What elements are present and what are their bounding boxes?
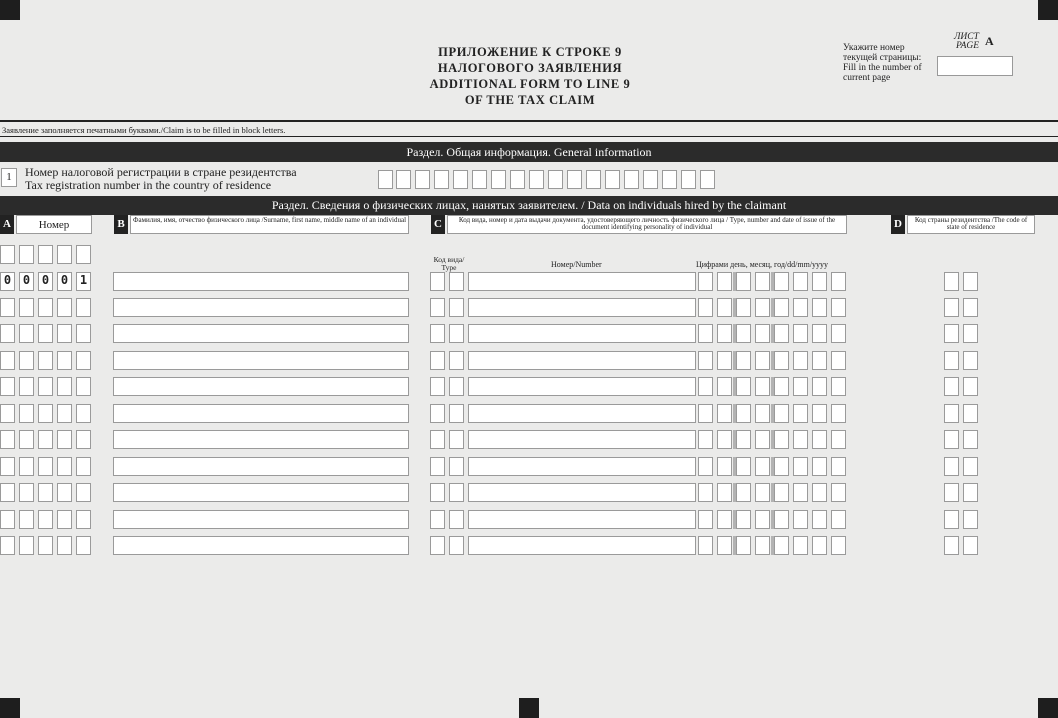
date-separator <box>733 483 736 502</box>
doc-number-input[interactable] <box>468 351 696 370</box>
doc-date-cell[interactable] <box>812 536 827 555</box>
doc-number-input[interactable] <box>468 298 696 317</box>
row-number-cell[interactable] <box>57 351 72 370</box>
doc-date-cell[interactable] <box>774 457 789 476</box>
doc-date-cell[interactable] <box>736 483 751 502</box>
residence-code-cell[interactable] <box>963 483 978 502</box>
doc-date-cell[interactable] <box>812 377 827 396</box>
doc-date-cell[interactable] <box>793 457 808 476</box>
row-number-cell[interactable] <box>76 377 91 396</box>
doc-date-cell[interactable] <box>831 430 846 449</box>
doc-type-cell[interactable] <box>430 351 445 370</box>
tax-registration-label-en: Tax registration number in the country of residence <box>25 178 272 192</box>
column-a-marker: A <box>0 215 14 234</box>
doc-date-cell[interactable] <box>698 298 713 317</box>
row-number-cell[interactable] <box>76 351 91 370</box>
row-number-cell[interactable] <box>19 298 34 317</box>
residence-code-cell[interactable] <box>944 430 959 449</box>
date-separator <box>733 324 736 343</box>
doc-date-cell[interactable] <box>717 377 732 396</box>
doc-date-cell[interactable] <box>717 351 732 370</box>
residence-code-cell[interactable] <box>944 351 959 370</box>
doc-type-cell[interactable] <box>449 404 464 423</box>
doc-number-input[interactable] <box>468 483 696 502</box>
tax-registration-cell[interactable] <box>548 170 563 189</box>
doc-date-cell[interactable] <box>831 324 846 343</box>
residence-code-cell[interactable] <box>963 536 978 555</box>
residence-code-cell[interactable] <box>944 536 959 555</box>
row-number-cell[interactable] <box>76 430 91 449</box>
doc-type-cell[interactable] <box>430 430 445 449</box>
residence-code-cell[interactable] <box>944 377 959 396</box>
doc-date-cell[interactable] <box>831 351 846 370</box>
doc-type-cell[interactable] <box>430 377 445 396</box>
doc-number-input[interactable] <box>468 510 696 529</box>
fullname-input[interactable] <box>113 536 409 555</box>
doc-date-cell[interactable] <box>793 377 808 396</box>
doc-type-cell[interactable] <box>449 536 464 555</box>
doc-date-cell[interactable] <box>812 404 827 423</box>
doc-type-cell[interactable] <box>449 272 464 291</box>
date-separator <box>771 404 774 423</box>
doc-type-cell[interactable] <box>430 483 445 502</box>
doc-date-cell[interactable] <box>717 430 732 449</box>
row-number-cell[interactable] <box>57 324 72 343</box>
doc-date-cell[interactable] <box>774 351 789 370</box>
doc-date-cell[interactable] <box>793 324 808 343</box>
doc-date-cell[interactable] <box>831 483 846 502</box>
doc-date-cell[interactable] <box>831 272 846 291</box>
doc-date-cell[interactable] <box>793 510 808 529</box>
row-number-cell[interactable] <box>76 510 91 529</box>
fullname-input[interactable] <box>113 377 409 396</box>
page-number-label <box>843 43 938 83</box>
doc-date-cell[interactable] <box>774 404 789 423</box>
row-number-cell[interactable] <box>57 404 72 423</box>
date-separator <box>733 298 736 317</box>
residence-code-cell[interactable] <box>963 272 978 291</box>
column-d-marker: D <box>891 215 905 234</box>
row-number-cell[interactable] <box>76 457 91 476</box>
doc-date-cell[interactable] <box>698 377 713 396</box>
date-separator <box>733 430 736 449</box>
sheet-label <box>954 33 979 51</box>
doc-date-cell[interactable] <box>736 272 751 291</box>
form-title <box>380 44 680 108</box>
doc-date-cell[interactable] <box>831 377 846 396</box>
row-number-cell[interactable] <box>0 351 15 370</box>
date-format-label: Цифрами день, месяц, год/dd/mm/yyyy <box>696 260 829 269</box>
document-number-label: Номер/Number <box>551 260 602 269</box>
doc-date-cell[interactable] <box>717 272 732 291</box>
tax-registration-cell[interactable] <box>662 170 677 189</box>
doc-number-input[interactable] <box>468 430 696 449</box>
doc-date-cell[interactable] <box>755 324 770 343</box>
page-number-input[interactable] <box>937 56 1013 76</box>
doc-date-cell[interactable] <box>774 272 789 291</box>
doc-number-input[interactable] <box>468 272 696 291</box>
doc-date-cell[interactable] <box>793 430 808 449</box>
doc-date-cell[interactable] <box>736 510 751 529</box>
doc-date-cell[interactable] <box>755 404 770 423</box>
row-number-cell[interactable] <box>0 245 15 264</box>
doc-number-input[interactable] <box>468 404 696 423</box>
date-separator <box>771 272 774 291</box>
row-number-cell[interactable] <box>38 377 53 396</box>
row-number-cell[interactable] <box>19 430 34 449</box>
doc-date-cell[interactable] <box>698 457 713 476</box>
tax-registration-cell[interactable] <box>491 170 506 189</box>
doc-date-cell[interactable] <box>698 483 713 502</box>
fullname-input[interactable] <box>113 483 409 502</box>
tax-registration-cell[interactable] <box>472 170 487 189</box>
row-number-cell[interactable] <box>38 298 53 317</box>
residence-code-cell[interactable] <box>944 298 959 317</box>
tax-registration-cell[interactable] <box>643 170 658 189</box>
residence-code-cell[interactable] <box>963 324 978 343</box>
row-number-cell[interactable]: 0 <box>0 272 15 291</box>
doc-date-cell[interactable] <box>831 404 846 423</box>
doc-type-cell[interactable] <box>449 510 464 529</box>
doc-date-cell[interactable] <box>717 510 732 529</box>
row-number-cell[interactable] <box>76 483 91 502</box>
date-separator <box>771 298 774 317</box>
doc-type-cell[interactable] <box>449 483 464 502</box>
doc-date-cell[interactable] <box>717 457 732 476</box>
doc-date-cell[interactable] <box>755 377 770 396</box>
doc-type-cell[interactable] <box>430 404 445 423</box>
row-number-cell[interactable] <box>38 457 53 476</box>
row-number-cell[interactable] <box>57 377 72 396</box>
doc-date-cell[interactable] <box>717 324 732 343</box>
row-number-cell[interactable] <box>19 404 34 423</box>
doc-type-cell[interactable] <box>430 536 445 555</box>
doc-date-cell[interactable] <box>736 404 751 423</box>
doc-date-cell[interactable] <box>812 351 827 370</box>
doc-date-cell[interactable] <box>774 377 789 396</box>
row-number-cell[interactable] <box>38 510 53 529</box>
residence-code-cell[interactable] <box>944 510 959 529</box>
sheet-letter: A <box>985 34 994 48</box>
doc-type-cell[interactable] <box>430 510 445 529</box>
row-number-cell[interactable] <box>38 351 53 370</box>
residence-code-cell[interactable] <box>944 272 959 291</box>
tax-registration-cell[interactable] <box>415 170 430 189</box>
row-number-cell[interactable] <box>0 457 15 476</box>
fullname-input[interactable] <box>113 351 409 370</box>
title-line-2: НАЛОГОВОГО ЗАЯВЛЕНИЯ <box>437 61 623 75</box>
row-number-cell[interactable]: 0 <box>38 272 53 291</box>
fullname-input[interactable] <box>113 430 409 449</box>
doc-date-cell[interactable] <box>736 430 751 449</box>
doc-date-cell[interactable] <box>698 351 713 370</box>
field-number: 1 <box>1 168 17 187</box>
row-number-cell[interactable] <box>19 536 34 555</box>
doc-date-cell[interactable] <box>812 483 827 502</box>
doc-date-cell[interactable] <box>717 536 732 555</box>
residence-code-cell[interactable] <box>944 457 959 476</box>
row-number-cell[interactable] <box>19 377 34 396</box>
fill-instructions: Заявление заполняется печатными буквами./Claim is to be filled in block letters. <box>2 125 286 135</box>
doc-date-cell[interactable] <box>774 430 789 449</box>
sheet-label-en: PAGE <box>956 41 980 51</box>
doc-date-cell[interactable] <box>831 510 846 529</box>
doc-date-cell[interactable] <box>812 272 827 291</box>
row-number-cell[interactable] <box>19 457 34 476</box>
date-separator <box>733 351 736 370</box>
doc-date-cell[interactable] <box>831 298 846 317</box>
registration-mark-bottom-left <box>0 698 20 718</box>
row-number-cell[interactable] <box>38 404 53 423</box>
doc-type-cell[interactable] <box>449 351 464 370</box>
column-c-marker: C <box>431 215 445 234</box>
column-d-header: Код страны резидентства /The code of state of residence <box>907 215 1035 234</box>
doc-date-cell[interactable] <box>831 536 846 555</box>
doc-date-cell[interactable] <box>755 272 770 291</box>
row-number-cell[interactable] <box>76 245 91 264</box>
doc-date-cell[interactable] <box>736 377 751 396</box>
doc-date-cell[interactable] <box>698 404 713 423</box>
doc-number-input[interactable] <box>468 324 696 343</box>
residence-code-cell[interactable] <box>963 298 978 317</box>
tax-registration-label <box>25 166 297 192</box>
doc-date-cell[interactable] <box>736 536 751 555</box>
title-line-4: OF THE TAX CLAIM <box>464 93 596 107</box>
column-a-header: Номер <box>16 215 92 234</box>
doc-date-cell[interactable] <box>717 298 732 317</box>
row-number-cell[interactable] <box>57 430 72 449</box>
row-number-cell[interactable]: 1 <box>76 272 91 291</box>
doc-date-cell[interactable] <box>793 351 808 370</box>
date-separator <box>771 324 774 343</box>
divider-line <box>0 136 1058 137</box>
registration-mark-bottom-right <box>1038 698 1058 718</box>
tax-registration-cell[interactable] <box>434 170 449 189</box>
doc-date-cell[interactable] <box>774 536 789 555</box>
doc-date-cell[interactable] <box>698 324 713 343</box>
date-separator <box>771 457 774 476</box>
tax-registration-cell[interactable] <box>510 170 525 189</box>
doc-type-cell[interactable] <box>449 457 464 476</box>
column-b-marker: B <box>114 215 128 234</box>
tax-registration-label-ru: Номер налоговой регистрации в стране резидентства <box>25 165 297 179</box>
doc-type-cell[interactable] <box>430 324 445 343</box>
tax-registration-cell[interactable] <box>624 170 639 189</box>
doc-number-input[interactable] <box>468 536 696 555</box>
tax-registration-cell[interactable] <box>681 170 696 189</box>
date-separator <box>733 272 736 291</box>
fullname-input[interactable] <box>113 457 409 476</box>
doc-date-cell[interactable] <box>755 457 770 476</box>
registration-mark-top-left <box>0 0 20 20</box>
doc-date-cell[interactable] <box>774 324 789 343</box>
row-number-cell[interactable] <box>38 245 53 264</box>
registration-mark-top-right <box>1038 0 1058 20</box>
date-separator <box>733 510 736 529</box>
row-number-cell[interactable] <box>76 536 91 555</box>
doc-date-cell[interactable] <box>793 404 808 423</box>
doc-type-cell[interactable] <box>449 324 464 343</box>
date-separator <box>733 457 736 476</box>
doc-date-cell[interactable] <box>698 510 713 529</box>
row-number-cell[interactable] <box>38 324 53 343</box>
row-number-cell[interactable] <box>57 510 72 529</box>
doc-type-cell[interactable] <box>430 457 445 476</box>
row-number-cell[interactable] <box>0 404 15 423</box>
row-number-cell[interactable] <box>38 483 53 502</box>
tax-registration-cell[interactable] <box>605 170 620 189</box>
divider-line <box>0 120 1058 122</box>
row-number-cell[interactable] <box>57 457 72 476</box>
tax-registration-cell[interactable] <box>529 170 544 189</box>
row-number-cell[interactable] <box>0 536 15 555</box>
fullname-input[interactable] <box>113 272 409 291</box>
date-separator <box>733 404 736 423</box>
date-separator <box>771 430 774 449</box>
doc-date-cell[interactable] <box>755 510 770 529</box>
row-number-cell[interactable] <box>19 324 34 343</box>
section-individuals-header: Раздел. Сведения о физических лицах, нанятых заявителем. / Data on individuals hired by the claimant <box>0 196 1058 215</box>
doc-date-cell[interactable] <box>698 430 713 449</box>
doc-type-cell[interactable] <box>449 377 464 396</box>
doc-date-cell[interactable] <box>774 483 789 502</box>
residence-code-cell[interactable] <box>944 404 959 423</box>
doc-number-input[interactable] <box>468 377 696 396</box>
doc-date-cell[interactable] <box>793 298 808 317</box>
row-number-cell[interactable] <box>0 430 15 449</box>
row-number-cell[interactable] <box>38 430 53 449</box>
title-line-3: ADDITIONAL FORM TO LINE 9 <box>429 77 631 91</box>
row-number-cell[interactable] <box>19 510 34 529</box>
doc-date-cell[interactable] <box>793 272 808 291</box>
doc-date-cell[interactable] <box>736 298 751 317</box>
row-number-cell[interactable] <box>0 298 15 317</box>
doc-date-cell[interactable] <box>736 351 751 370</box>
residence-code-cell[interactable] <box>963 510 978 529</box>
column-c-header: Код вида, номер и дата выдачи документа, удостоверяющего личность физического лица / Type, number and date of issue of the document identifying personality of individual <box>447 215 847 234</box>
page-number-label-en: Fill in the number of current page <box>843 63 922 83</box>
code-type-label: Код вида/ Type <box>433 255 465 272</box>
doc-type-cell[interactable] <box>449 298 464 317</box>
row-number-cell[interactable]: 0 <box>57 272 72 291</box>
row-number-cell[interactable] <box>76 324 91 343</box>
date-separator <box>771 510 774 529</box>
residence-code-cell[interactable] <box>963 430 978 449</box>
doc-date-cell[interactable] <box>812 298 827 317</box>
doc-number-input[interactable] <box>468 457 696 476</box>
row-number-cell[interactable] <box>19 351 34 370</box>
tax-registration-cell[interactable] <box>453 170 468 189</box>
column-b-header: Фамилия, имя, отчество физического лица /Surname, first name, middle name of an individual <box>130 215 409 234</box>
tax-registration-cell[interactable] <box>700 170 715 189</box>
residence-code-cell[interactable] <box>944 324 959 343</box>
doc-date-cell[interactable] <box>755 351 770 370</box>
row-number-cell[interactable] <box>0 377 15 396</box>
doc-date-cell[interactable] <box>774 510 789 529</box>
row-number-cell[interactable]: 0 <box>19 272 34 291</box>
date-separator <box>771 536 774 555</box>
row-number-cell[interactable] <box>57 536 72 555</box>
row-number-cell[interactable] <box>57 483 72 502</box>
tax-registration-cell[interactable] <box>378 170 393 189</box>
residence-code-cell[interactable] <box>944 483 959 502</box>
fullname-input[interactable] <box>113 298 409 317</box>
row-number-cell[interactable] <box>57 245 72 264</box>
doc-date-cell[interactable] <box>755 298 770 317</box>
doc-date-cell[interactable] <box>698 536 713 555</box>
doc-date-cell[interactable] <box>774 298 789 317</box>
doc-type-cell[interactable] <box>449 430 464 449</box>
doc-type-cell[interactable] <box>430 272 445 291</box>
row-number-cell[interactable] <box>19 483 34 502</box>
doc-date-cell[interactable] <box>717 404 732 423</box>
fullname-input[interactable] <box>113 324 409 343</box>
section-general-header: Раздел. Общая информация. General information <box>0 142 1058 162</box>
doc-date-cell[interactable] <box>793 536 808 555</box>
registration-mark-bottom-center <box>519 698 539 718</box>
row-number-cell[interactable] <box>0 483 15 502</box>
residence-code-cell[interactable] <box>963 457 978 476</box>
fullname-input[interactable] <box>113 510 409 529</box>
doc-date-cell[interactable] <box>812 510 827 529</box>
row-number-cell[interactable] <box>0 324 15 343</box>
doc-date-cell[interactable] <box>793 483 808 502</box>
sheet-label-ru: ЛИСТ <box>954 32 979 42</box>
row-number-cell[interactable] <box>76 404 91 423</box>
doc-date-cell[interactable] <box>812 457 827 476</box>
row-number-cell[interactable] <box>57 298 72 317</box>
row-number-cell[interactable] <box>76 298 91 317</box>
page-number-label-ru: Укажите номер текущей страницы: <box>843 43 922 63</box>
doc-date-cell[interactable] <box>812 324 827 343</box>
date-separator <box>771 483 774 502</box>
fullname-input[interactable] <box>113 404 409 423</box>
date-separator <box>771 377 774 396</box>
doc-date-cell[interactable] <box>736 324 751 343</box>
tax-registration-cell[interactable] <box>396 170 411 189</box>
date-separator <box>733 377 736 396</box>
residence-code-cell[interactable] <box>963 404 978 423</box>
residence-code-cell[interactable] <box>963 377 978 396</box>
doc-date-cell[interactable] <box>717 483 732 502</box>
doc-date-cell[interactable] <box>755 430 770 449</box>
residence-code-cell[interactable] <box>963 351 978 370</box>
doc-date-cell[interactable] <box>736 457 751 476</box>
doc-date-cell[interactable] <box>698 272 713 291</box>
doc-date-cell[interactable] <box>755 483 770 502</box>
doc-date-cell[interactable] <box>831 457 846 476</box>
doc-type-cell[interactable] <box>430 298 445 317</box>
row-number-cell[interactable] <box>0 510 15 529</box>
doc-date-cell[interactable] <box>812 430 827 449</box>
doc-date-cell[interactable] <box>755 536 770 555</box>
row-number-cell[interactable] <box>38 536 53 555</box>
row-number-cell[interactable] <box>19 245 34 264</box>
date-separator <box>771 351 774 370</box>
date-separator <box>733 536 736 555</box>
tax-registration-cell[interactable] <box>586 170 601 189</box>
tax-registration-cell[interactable] <box>567 170 582 189</box>
title-line-1: ПРИЛОЖЕНИЕ К СТРОКЕ 9 <box>438 45 622 59</box>
